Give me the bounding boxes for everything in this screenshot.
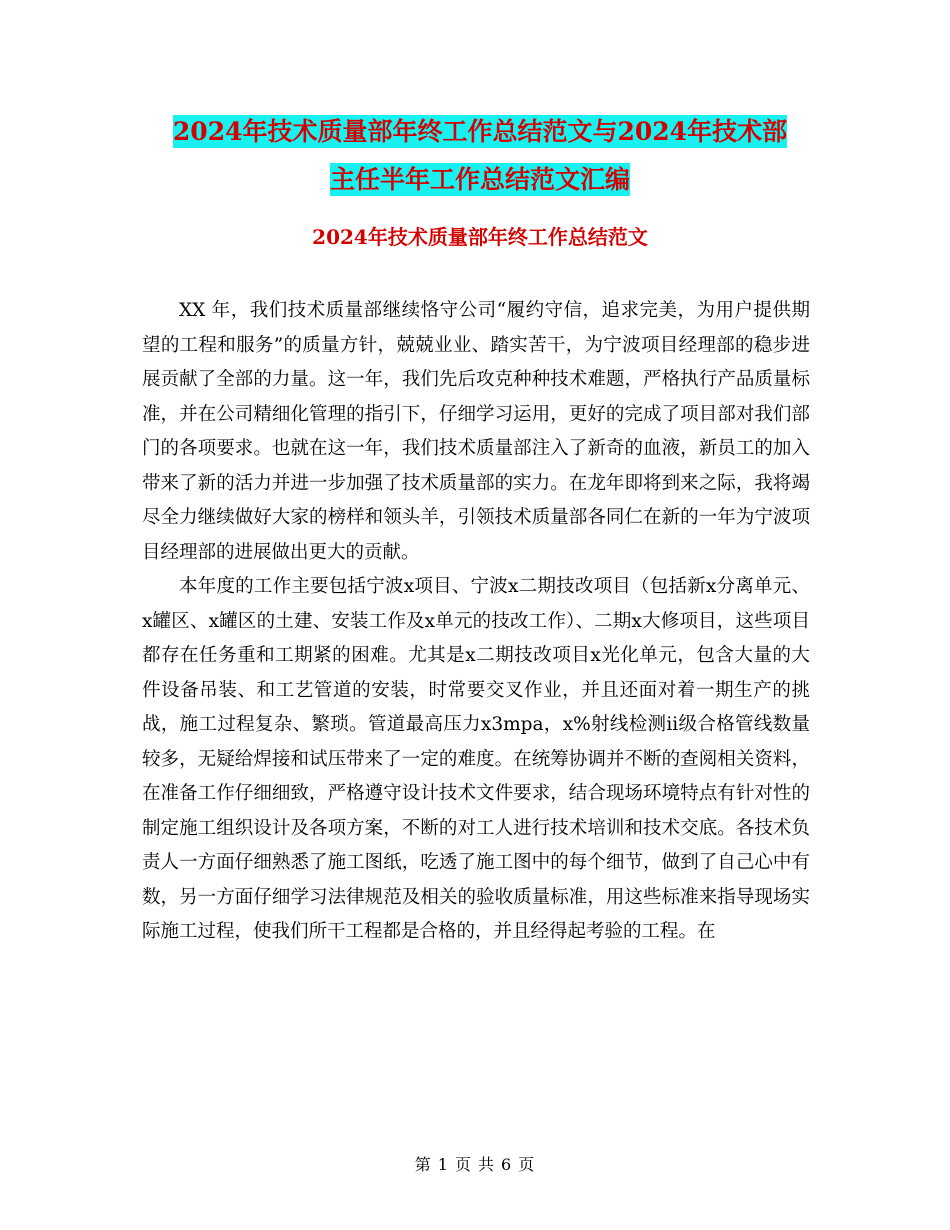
- footer-current-page: 1: [437, 1155, 449, 1174]
- section-title: 2024年技术质量部年终工作总结范文: [312, 225, 648, 249]
- body-paragraph-1: XX 年，我们技术质量部继续恪守公司“履约守信，追求完美，为用户提供期望的工程和服务”的质量方针，兢兢业业、踏实苦干，为宁波项目经理部的稳步进展贡献了全部的力量。这一年，我们先后攻克种种技术难题，严格执行产品质量标准，并在公司精细化管理的指引下，仔细学习运用，更好的完成了项目部对我们部门的各项要求。也就在这一年，我们技术质量部注入了新奇的血液，新员工的加入带来了新的活力并进一步加强了技术质量部的实力。在龙年即将到来之际，我将竭尽全力继续做好大家的榜样和领头羊，引领技术质量部各同仁在新的一年为宁波项目经理部的进展做出更大的贡献。: [142, 300, 810, 563]
- document-title-line1: 2024年技术质量部年终工作总结范文与2024年技术部: [172, 117, 788, 146]
- document-body: [142, 294, 810, 950]
- page-footer: [0, 1152, 950, 1175]
- document-title-line2: 主任半年工作总结范文汇编: [329, 165, 630, 194]
- footer-total-pages: 6: [501, 1155, 513, 1174]
- footer-label-page: 第: [414, 1155, 432, 1174]
- document-title: [140, 108, 820, 204]
- footer-label-total: 共: [478, 1155, 496, 1174]
- footer-label-ye: 页: [454, 1155, 472, 1174]
- footer-label-ye2: 页: [518, 1155, 536, 1174]
- body-paragraph-2: 本年度的工作主要包括宁波x项目、宁波x二期技改项目（包括新x分离单元、x罐区、x罐区的土建、安装工作及x单元的技改工作）、二期x大修项目，这些项目都存在任务重和工期紧的困难。尤其是x二期技改项目x光化单元，包含大量的大件设备吊装、和工艺管道的安装，时常要交叉作业，并且还面对着一期生产的挑战，施工过程复杂、繁琐。管道最高压力x3mpa，x%射线检测ii级合格管线数量较多，无疑给焊接和试压带来了一定的难度。在统筹协调并不断的查阅相关资料，在准备工作仔细细致，严格遵守设计技术文件要求，结合现场环境特点有针对性的制定施工组织设计及各项方案，不断的对工人进行技术培训和技术交底。各技术负责人一方面仔细熟悉了施工图纸，吃透了施工图中的每个细节，做到了自己心中有数，另一方面仔细学习法律规范及相关的验收质量标准，用这些标准来指导现场实际施工过程，使我们所干工程都是合格的，并且经得起考验的工程。在: [142, 576, 810, 942]
